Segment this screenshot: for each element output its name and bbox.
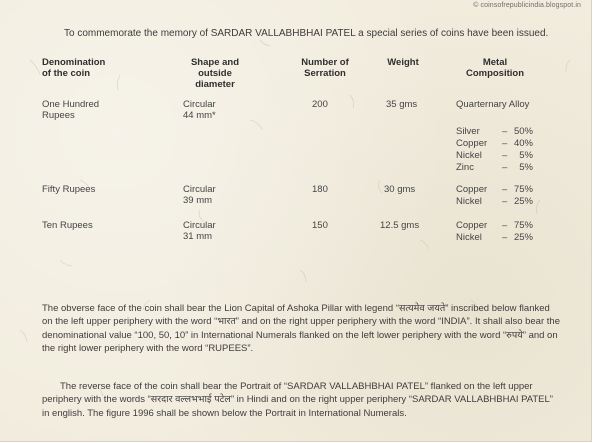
metal-dash: – (502, 138, 508, 149)
row-100-denomination (42, 99, 99, 121)
metal-percent: 75% (513, 184, 533, 195)
header-shape-line1: Shape and (190, 57, 240, 68)
header-denomination-line1: Denomination (42, 57, 106, 68)
metal-row (456, 150, 533, 161)
row-100-serration: 200 (312, 99, 328, 110)
metal-percent: 75% (513, 220, 533, 231)
metal-name: Nickel (456, 150, 482, 161)
metal-dash: – (502, 196, 508, 207)
row-10-serration: 150 (312, 220, 328, 231)
metal-row (456, 220, 533, 231)
row-100-metal-heading: Quarternary Alloy (456, 99, 530, 110)
metal-percent: 25% (513, 196, 533, 207)
row-10-shape-line1: Circular (183, 220, 216, 231)
intro-sentence: To commemorate the memory of SARDAR VALLABHBHAI PATEL a special series of coins have been issued. (64, 28, 549, 39)
metal-name: Silver (456, 126, 480, 137)
metal-name: Copper (456, 138, 488, 149)
row-50-weight: 30 gms (384, 184, 416, 195)
metal-name: Zinc (456, 162, 474, 173)
header-shape (175, 57, 255, 90)
obverse-paragraph (42, 302, 562, 356)
metal-name: Nickel (456, 196, 482, 207)
metal-percent: 5% (519, 150, 533, 161)
row-50-shape-line1: Circular (183, 184, 216, 195)
header-denomination-line2: of the coin (42, 68, 91, 79)
metal-name: Nickel (456, 232, 482, 243)
row-100-shape-line1: Circular (183, 99, 216, 110)
metal-row (456, 138, 533, 149)
row-50-denomination: Fifty Rupees (42, 184, 96, 195)
metal-row (456, 184, 533, 195)
watermark-text: © coinsofrepublicindia.blogspot.in (473, 2, 581, 9)
row-100-shape-line2: 44 mm* (183, 110, 216, 121)
row-100-denomination-line2: Rupees (42, 110, 75, 121)
row-50-serration: 180 (312, 184, 328, 195)
reverse-paragraph-text: The reverse face of the coin shall bear the Portrait of “SARDAR VALLABHBHAI PATEL” flanked on the left upper periphery with the words “सरदार वल्लभभाई पटेल” in Hindi and on the right upper periphery “SARDAR VALLABHBHAI PATEL” in english. The figure 1996 shall be shown below the Portrait in International Numerals. (42, 381, 553, 419)
reverse-paragraph (42, 380, 562, 420)
metal-percent: 50% (513, 126, 533, 137)
metal-name: Copper (456, 220, 488, 231)
header-metal-composition (455, 57, 535, 79)
header-serration-line1: Number of (301, 57, 349, 68)
metal-dash: – (502, 184, 508, 195)
header-serration-line2: Serration (304, 68, 346, 79)
header-denomination (42, 57, 105, 79)
metal-dash: – (502, 232, 508, 243)
metal-name: Copper (456, 184, 488, 195)
metal-dash: – (502, 126, 508, 137)
metal-row (456, 126, 533, 137)
row-100-denomination-line1: One Hundred (42, 99, 100, 110)
metal-row (456, 232, 533, 243)
row-100-shape (183, 99, 216, 121)
header-shape-line3: diameter (195, 79, 235, 90)
metal-percent: 25% (513, 232, 533, 243)
row-10-weight: 12.5 gms (380, 220, 420, 231)
metal-percent: 40% (513, 138, 533, 149)
row-100-weight: 35 gms (386, 99, 418, 110)
metal-dash: – (502, 220, 508, 231)
obverse-paragraph-text: The obverse face of the coin shall bear the Lion Capital of Ashoka Pillar with legend “सत्यमेव जयते” inscribed below flanked on the left upper periphery with the word “भारत” and on the right upper periphery with the word “INDIA”. It shall also bear the denominational value “100, 50, 10” in International Numerals flanked on the left lower periphery with the word “रुपये” and on the right lower periphery with the word “RUPEES”. (42, 303, 560, 355)
header-metal-line2: Composition (465, 68, 525, 79)
metal-row (456, 162, 533, 173)
metal-percent: 5% (519, 162, 533, 173)
header-metal-line1: Metal (482, 57, 508, 68)
row-50-shape-line2: 39 mm (183, 195, 213, 206)
metal-dash: – (502, 162, 508, 173)
header-weight: Weight (387, 57, 419, 68)
row-10-shape-line2: 31 mm (183, 231, 213, 242)
metal-row (456, 196, 533, 207)
metal-dash: – (502, 150, 508, 161)
header-serration (290, 57, 360, 79)
row-50-shape (183, 184, 216, 206)
row-10-denomination: Ten Rupees (42, 220, 93, 231)
row-10-shape (183, 220, 216, 242)
header-shape-line2: outside (198, 68, 232, 79)
